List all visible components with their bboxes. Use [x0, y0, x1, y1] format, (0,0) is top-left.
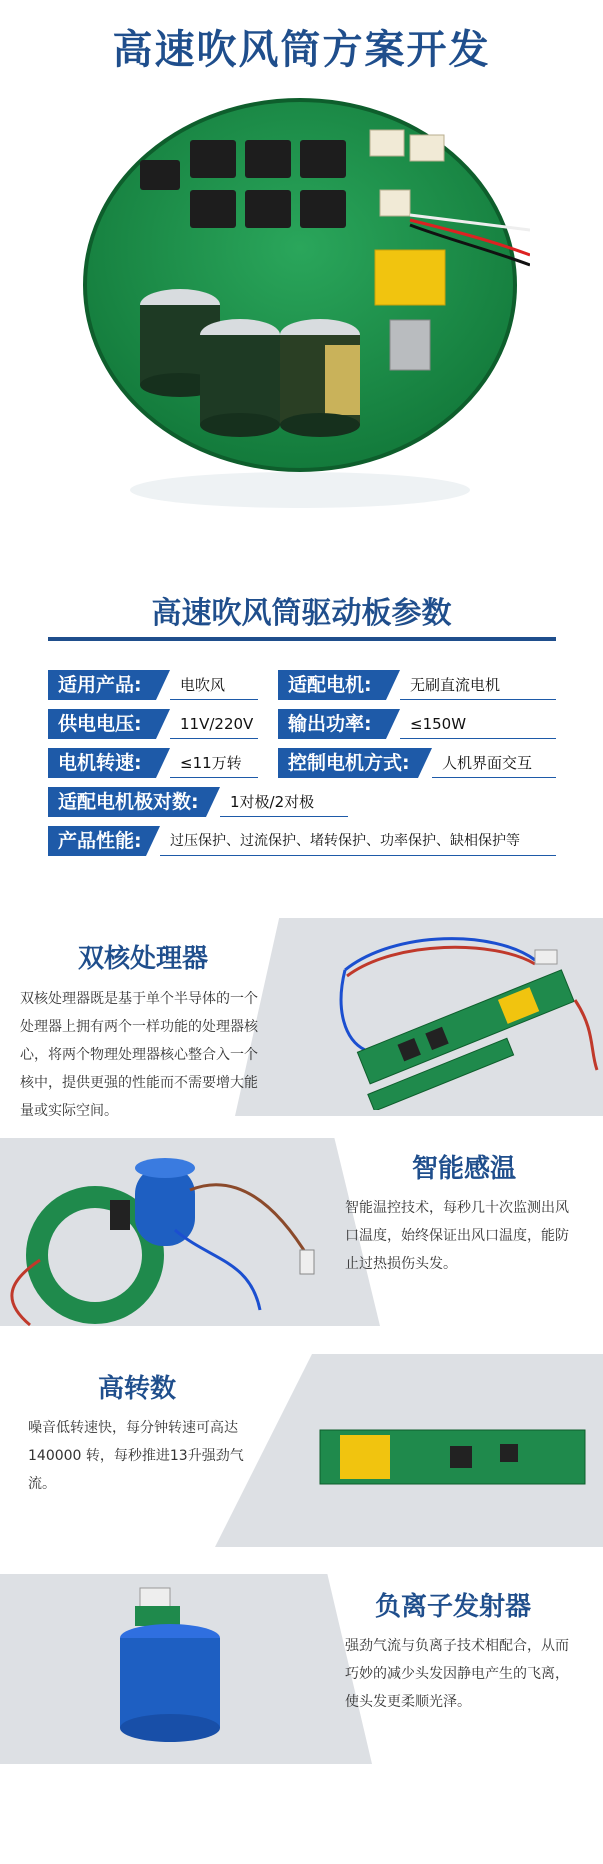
- params-title: 高速吹风筒驱动板参数: [151, 596, 452, 631]
- hero-pcb-image: [70, 80, 530, 510]
- param-row-power: [278, 709, 556, 739]
- param-value: 过压保护、过流保护、堵转保护、功率保护、缺相保护等: [160, 826, 556, 856]
- feature-3-text: 噪音低转速快，每分钟转速可高达 140000 转，每秒推进13升强劲气 流。: [28, 1420, 244, 1492]
- feature-2-title: 智能感温: [412, 1154, 517, 1184]
- param-value: 电吹风: [170, 670, 258, 700]
- param-value: ≤11万转: [170, 748, 258, 778]
- feature-2-text: 智能温控技术，每秒几十次监测出风 口温度，始终保证出风口温度，能防 止过热损伤头发。: [345, 1200, 569, 1272]
- feature-1-title: 双核处理器: [78, 944, 209, 974]
- feature-3-title: 高转数: [98, 1374, 177, 1404]
- param-label: 产品性能:: [48, 826, 146, 856]
- param-label: 控制电机方式:: [278, 748, 418, 778]
- feature-2-image: [0, 1150, 340, 1330]
- param-value: ≤150W: [400, 709, 556, 739]
- param-row-speed: [48, 748, 258, 778]
- param-row-control: [278, 748, 556, 778]
- param-value: 1对极/2对极: [220, 787, 348, 817]
- param-row-poles: [48, 787, 348, 817]
- page-title: 高速吹风筒方案开发: [112, 27, 491, 73]
- param-label: 电机转速:: [48, 748, 156, 778]
- param-row-motor: [278, 670, 556, 700]
- param-value: 人机界面交互: [432, 748, 556, 778]
- param-label: 供电电压:: [48, 709, 156, 739]
- feature-4-image: [100, 1578, 240, 1758]
- param-label: 适用产品:: [48, 670, 156, 700]
- param-value: 无刷直流电机: [400, 670, 556, 700]
- feature-3-image: [310, 1400, 595, 1510]
- feature-4-text: 强劲气流与负离子技术相配合，从而 巧妙的减少头发因静电产生的飞离， 使头发更柔顺光泽。: [345, 1638, 569, 1710]
- param-row-performance: [48, 826, 556, 856]
- feature-1-image: [335, 930, 603, 1110]
- param-label: 适配电机极对数:: [48, 787, 206, 817]
- param-row-product: [48, 670, 258, 700]
- feature-1-text: 双核处理器既是基于单个半导体的一个 处理器上拥有两个一样功能的处理器核 心，将两个物理处理器核心整合入一个 核中，提供更强的性能而不需要增大能 量或实际空间。: [20, 991, 258, 1119]
- param-label: 适配电机:: [278, 670, 386, 700]
- param-row-voltage: [48, 709, 258, 739]
- param-value: 11V/220V: [170, 709, 258, 739]
- params-divider: [48, 637, 556, 641]
- param-label: 输出功率:: [278, 709, 386, 739]
- feature-4-title: 负离子发射器: [375, 1592, 532, 1622]
